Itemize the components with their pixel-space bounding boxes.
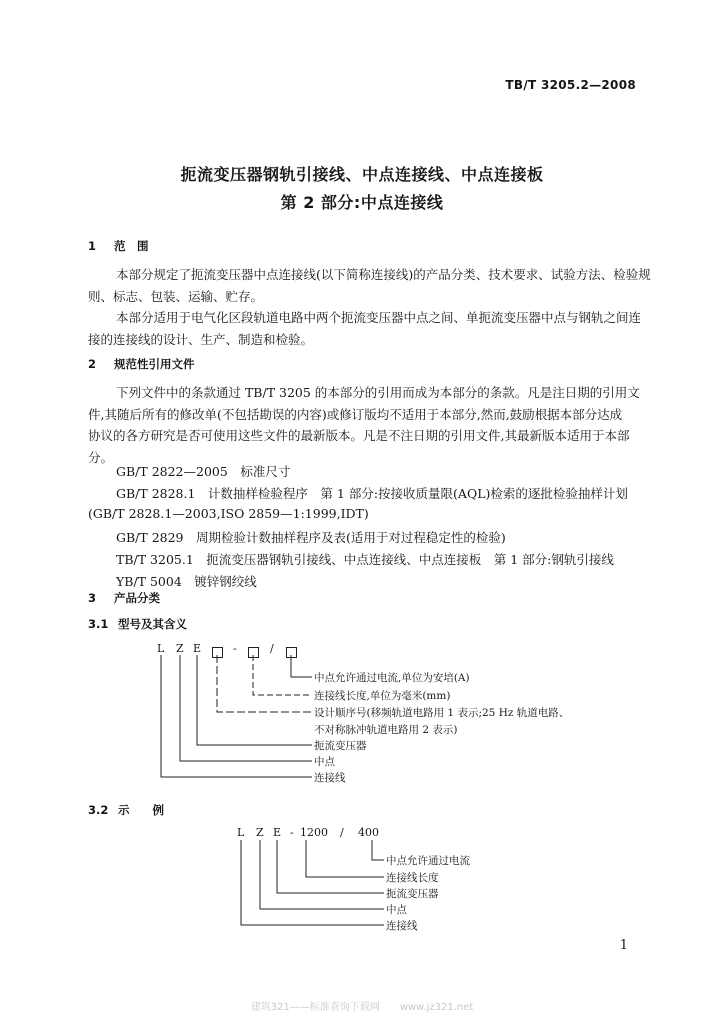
code-slash: /	[270, 642, 274, 655]
diagram2-label: 中点允许通过电流	[386, 855, 470, 867]
section3-2-number: 3.2	[88, 803, 109, 817]
code-letter-z: Z	[176, 642, 184, 655]
code-letter-l: L	[237, 826, 245, 839]
code-slash: /	[340, 826, 344, 839]
diagram1-label: 中点	[314, 756, 335, 768]
code-current-value: 400	[358, 826, 379, 839]
section2-number: 2	[88, 357, 97, 371]
leader-line-connector	[241, 840, 384, 925]
document-title-line2: 第 2 部分:中点连接线	[280, 193, 444, 212]
code-separator: -	[290, 826, 294, 839]
leader-line-current	[291, 655, 312, 677]
page-number: 1	[619, 938, 628, 953]
section3-1-title: 型号及其含义	[118, 617, 187, 631]
document-title-line1: 扼流变压器钢轨引接线、中点连接线、中点连接板	[180, 165, 544, 184]
section1-para2-line2: 接的连接线的设计、生产、制造和检验。	[88, 331, 314, 347]
code-letter-l: L	[157, 642, 165, 655]
reference-item: GB/T 2822—2005 标准尺寸	[116, 464, 291, 479]
diagram1-label: 连接线	[314, 772, 346, 784]
diagram1-label: 连接线长度,单位为毫米(mm)	[314, 690, 451, 702]
section1-para1-line2: 则、标志、包装、运输、贮存。	[88, 288, 264, 304]
standard-number: TB/T 3205.2—2008	[505, 78, 636, 92]
reference-item-continuation: (GB/T 2828.1—2003,ISO 2859—1:1999,IDT)	[88, 506, 369, 521]
section3-title: 产品分类	[114, 591, 160, 605]
diagram1-label: 设计顺序号(移频轨道电路用 1 表示;25 Hz 轨道电路、	[314, 707, 570, 719]
section1-title: 范 围	[114, 239, 149, 253]
reference-item: GB/T 2829 周期检验计数抽样程序及表(适用于对过程稳定性的检验)	[116, 530, 506, 545]
leader-line-current	[372, 840, 384, 860]
reference-item: YB/T 5004 镀锌钢绞线	[116, 574, 257, 589]
diagram1-label: 扼流变压器	[314, 740, 367, 752]
reference-item: GB/T 2828.1 计数抽样检验程序 第 1 部分:按接收质量限(AQL)检索的逐批检验抽样计划	[116, 486, 628, 501]
section2-para-line1: 下列文件中的条款通过 TB/T 3205 的本部分的引用而成为本部分的条款。凡是注日期的引用文	[116, 385, 640, 400]
leader-line-connector	[161, 655, 312, 777]
section1-para2-line1: 本部分适用于电气化区段轨道电路中两个扼流变压器中点之间、单扼流变压器中点与钢轨之间连	[116, 310, 642, 325]
code-letter-z: Z	[256, 826, 264, 839]
code-length-value: 1200	[300, 826, 328, 839]
section3-1-number: 3.1	[88, 617, 109, 631]
code-letter-e: E	[193, 642, 202, 655]
section3-2-title: 示 例	[118, 803, 164, 817]
section3-2-heading	[88, 802, 164, 818]
diagram2-label: 中点	[386, 904, 407, 916]
leader-line-choke	[197, 655, 312, 745]
leader-line-choke	[277, 840, 384, 893]
section2-title: 规范性引用文件	[114, 357, 195, 371]
code-letter-e: E	[273, 826, 282, 839]
section1-para1-line1: 本部分规定了扼流变压器中点连接线(以下简称连接线)的产品分类、技术要求、试验方法、检验规	[116, 267, 651, 282]
diagram2-label: 扼流变压器	[386, 888, 439, 900]
section1-number: 1	[88, 239, 97, 253]
section3-number: 3	[88, 591, 97, 605]
diagram1-label: 不对称脉冲轨道电路用 2 表示)	[314, 724, 458, 736]
footer-watermark: 建筑321——标准查询下载网 www.jz321.net	[250, 1002, 474, 1013]
leader-line-length	[253, 655, 312, 695]
section2-para-line3: 协议的各方研究是否可使用这些文件的最新版本。凡是不注日期的引用文件,其最新版本适用于本部	[88, 428, 630, 443]
reference-item: TB/T 3205.1 扼流变压器钢轨引接线、中点连接线、中点连接板 第 1 部分:钢轨引接线	[116, 552, 614, 567]
leader-line-design-number	[217, 655, 312, 712]
section2-para-line2: 件,其随后所有的修改单(不包括勘误的内容)或修订版均不适用于本部分,然而,鼓励根据本部分达成	[88, 406, 623, 422]
diagram2-label: 连接线	[386, 920, 418, 932]
code-separator: -	[233, 642, 237, 655]
section2-para-line4: 分。	[88, 449, 114, 465]
diagram1-label: 中点允许通过电流,单位为安培(A)	[314, 672, 470, 684]
leader-line-midpoint	[260, 840, 384, 909]
diagram2-label: 连接线长度	[386, 872, 439, 884]
